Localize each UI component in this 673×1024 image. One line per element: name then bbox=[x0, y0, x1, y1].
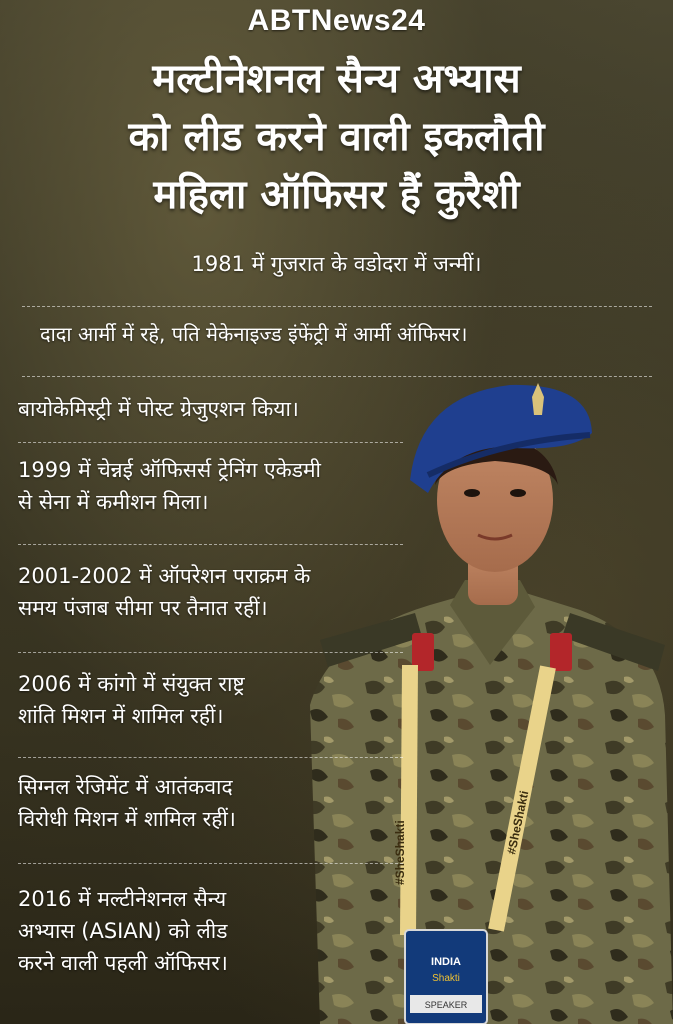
divider bbox=[18, 442, 403, 443]
fact-5 bbox=[18, 560, 310, 624]
fact-6 bbox=[18, 668, 245, 732]
fact-8-line-1: 2016 में मल्टीनेशनल सैन्य bbox=[18, 887, 227, 911]
lanyard-text-right: #SheShakti bbox=[504, 789, 532, 856]
headline bbox=[20, 50, 653, 224]
fact-4-line-1: 1999 में चेन्नई ऑफिसर्स ट्रेनिंग एकेडमी bbox=[18, 458, 321, 482]
headline-line-1: मल्टीनेशनल सैन्य अभ्यास bbox=[152, 56, 521, 102]
fact-8-line-2: अभ्यास (ASIAN) को लीड bbox=[18, 919, 228, 943]
fact-2 bbox=[40, 318, 467, 350]
fact-3 bbox=[18, 393, 299, 425]
badge-subtitle: Shakti bbox=[432, 973, 460, 984]
headline-line-3: महिला ऑफिसर हैं कुरैशी bbox=[153, 172, 520, 218]
fact-8 bbox=[18, 883, 228, 979]
fact-3-line-1: बायोकेमिस्ट्री में पोस्ट ग्रेजुएशन किया। bbox=[18, 397, 299, 421]
headline-line-2: को लीड करने वाली इकलौती bbox=[128, 114, 545, 160]
fact-5-line-1: 2001-2002 में ऑपरेशन पराक्रम के bbox=[18, 564, 311, 588]
fact-8-line-3: करने वाली पहली ऑफिसर। bbox=[18, 951, 228, 975]
fact-5-line-2: समय पंजाब सीमा पर तैनात रहीं। bbox=[18, 596, 268, 620]
fact-7 bbox=[18, 771, 236, 835]
badge-role: SPEAKER bbox=[424, 1000, 468, 1010]
fact-4-line-2: से सेना में कमीशन मिला। bbox=[18, 490, 209, 514]
divider bbox=[22, 376, 652, 377]
fact-2-line-1: दादा आर्मी में रहे, पति मेकेनाइज्ड इंफेंट्री में आर्मी ऑफिसर। bbox=[40, 322, 468, 346]
fact-1 bbox=[0, 248, 673, 280]
fact-4 bbox=[18, 454, 321, 518]
fact-7-line-2: विरोधी मिशन में शामिल रहीं। bbox=[18, 807, 236, 831]
fact-1-line-1: 1981 में गुजरात के वडोदरा में जन्मीं। bbox=[191, 252, 482, 276]
divider bbox=[18, 652, 403, 653]
brand-logo-text: ABTNews24 bbox=[247, 4, 426, 37]
lanyard-text-left: #SheShakti bbox=[393, 820, 407, 885]
officer-photo bbox=[300, 375, 673, 1024]
fact-7-line-1: सिग्नल रेजिमेंट में आतंकवाद bbox=[18, 775, 233, 799]
divider bbox=[22, 306, 652, 307]
fact-6-line-2: शांति मिशन में शामिल रहीं। bbox=[18, 704, 224, 728]
badge-title: INDIA bbox=[431, 956, 461, 968]
fact-6-line-1: 2006 में कांगो में संयुक्त राष्ट्र bbox=[18, 672, 245, 696]
divider bbox=[18, 863, 403, 864]
divider bbox=[18, 544, 403, 545]
divider bbox=[18, 757, 403, 758]
